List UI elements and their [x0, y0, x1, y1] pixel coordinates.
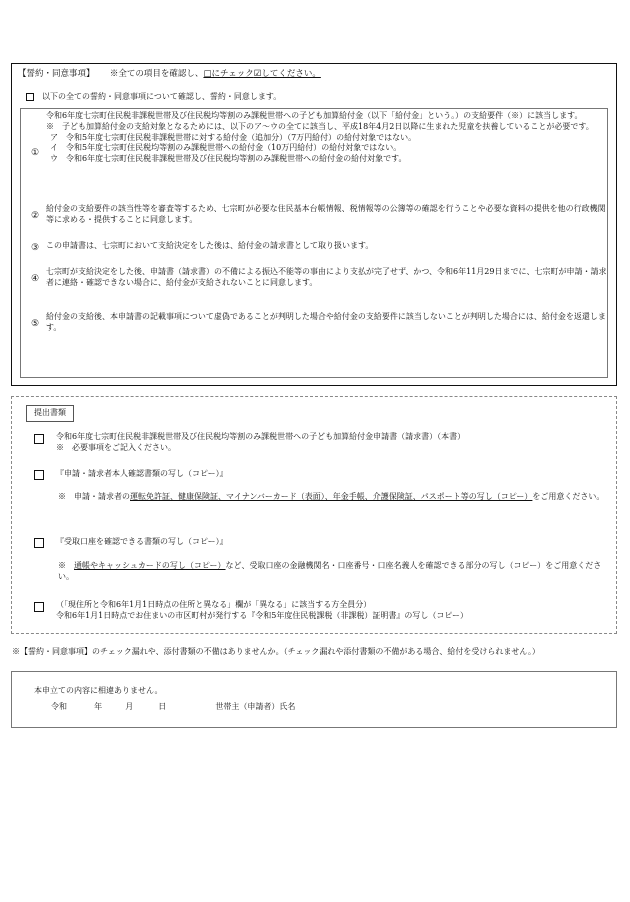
doc-item-4[interactable] — [34, 600, 608, 622]
oath-item-num: ② — [30, 210, 40, 221]
doc-checkbox[interactable] — [34, 434, 44, 444]
doc-note-underlined: 通帳やキャッシュカードの写し（コピー） — [74, 561, 226, 570]
oath-item-5 — [28, 312, 608, 336]
oath-item-3 — [28, 241, 608, 255]
agree-label: 以下の全ての誓約・同意事項について確認し、誓約・同意します。 — [42, 92, 282, 101]
doc-item-3-note — [58, 561, 606, 583]
doc-note-suffix: など、受取口座の金融機関名・口座番号・口座名義人を確認できる部分の写し（コピー）をご用意ください。 — [58, 561, 602, 581]
doc-item-line1: 『受取口座を確認できる書類の写し（コピー）』 — [56, 537, 228, 546]
oath-header-line — [18, 69, 321, 80]
doc-item-1[interactable] — [34, 432, 608, 454]
date-month: 月 — [125, 702, 134, 711]
oath-sub-c: ウ 令和6年度七宗町住民税非課税世帯及び住民税均等割のみ課税世帯への給付金の給付対象です。 — [50, 154, 407, 164]
doc-note-suffix: をご用意ください。 — [532, 492, 605, 501]
agree-checkbox[interactable] — [26, 93, 34, 101]
doc-checkbox[interactable] — [34, 538, 44, 548]
date-year: 年 — [94, 702, 103, 711]
declaration-date-row — [51, 702, 295, 713]
oath-item-text: この申請書は、七宗町において支給決定をした後は、給付金の請求書として取り扱います。 — [46, 241, 374, 250]
date-day: 日 — [158, 702, 167, 711]
declaration-text: 本申立ての内容に相違ありません。 — [34, 686, 163, 695]
oath-header: 【誓約・同意事項】 — [18, 69, 95, 79]
oath-instruction-prefix: ※全ての項目を確認し、 — [109, 69, 204, 79]
signer-label: 世帯主（申請者）氏名 — [215, 702, 296, 711]
doc-item-2[interactable] — [34, 469, 608, 480]
oath-instruction-checked: ☑ — [253, 69, 262, 79]
doc-item-3[interactable] — [34, 537, 608, 548]
doc-checkbox[interactable] — [34, 470, 44, 480]
doc-item-line2: 令和6年1月1日時点でお住まいの市区町村が発行する『令和5年度住民税課税（非課税）証明書』の写し（コピー） — [56, 610, 469, 620]
doc-item-line1: （「現住所と令和6年1月1日時点の住所と異なる」欄が「異なる」に該当する方全員分） — [56, 600, 372, 609]
oath-item-text: 令和6年度七宗町住民税非課税世帯及び住民税均等割のみ課税世帯への子ども加算給付金（以下「給付金」という。）の支給要件（※）に該当します。 — [46, 111, 583, 120]
oath-item-1 — [28, 111, 608, 196]
oath-item-num: ④ — [30, 273, 40, 284]
oath-item-text: 給付金の支給要件の該当性等を審査等するため、七宗町が必要な住民基本台帳情報、税情報等の公簿等の確認を行うことや必要な資料の提供を他の行政機関等に求める・提供することに同意します。 — [46, 204, 606, 224]
oath-instruction-suffix: してください。 — [261, 69, 321, 79]
doc-item-line1: 『申請・請求者本人確認書類の写し（コピー）』 — [56, 469, 228, 478]
oath-item-2 — [28, 204, 608, 228]
declaration-box — [11, 671, 617, 728]
doc-note-prefix: ※ — [58, 561, 74, 570]
doc-note-underlined: 運転免許証、健康保険証、マイナンバーカード（表面）、年金手帳、介護保険証、パスポート等の写し（コピー） — [130, 492, 533, 501]
oath-instruction-middle: にチェック — [211, 69, 254, 79]
docs-title: 提出書類 — [26, 405, 74, 422]
oath-sub-a: ア 令和5年度七宗町住民税非課税世帯に対する給付金（追加分）（7万円給付）の給付対象ではない。 — [50, 132, 417, 142]
oath-sub-b: イ 令和5年度七宗町住民税均等割のみ課税世帯への給付金（10万円給付）の給付対象ではない。 — [50, 143, 402, 153]
doc-item-2-note — [58, 492, 606, 503]
oath-item-num: ① — [30, 148, 40, 159]
oath-item-4 — [28, 267, 608, 291]
oath-item-text: 七宗町が支給決定をした後、申請書（請求書）の不備による振込不能等の事由により支払が完了せず、かつ、令和6年11月29日までに、七宗町が申請・請求者に連絡・確認できない場合に、給付金が支給されないことに同意します。 — [46, 267, 607, 287]
doc-item-line1: 令和6年度七宗町住民税非課税世帯及び住民税均等割のみ課税世帯への子ども加算給付金申請書（請求書）（本書） — [56, 432, 466, 441]
oath-item-text: 給付金の支給後、本申請書の記載事項について虚偽であることが判明した場合や給付金の支給要件に該当しないことが判明した場合には、給付金を返還します。 — [46, 312, 606, 332]
reminder-text: ※【誓約・同意事項】のチェック漏れや、添付書類の不備はありませんか。（チェック漏れや添付書類の不備がある場合、給付を受けられません。） — [12, 647, 540, 656]
doc-item-line2: ※ 必要事項をご記入ください。 — [56, 442, 176, 452]
oath-instruction-box: □ — [203, 69, 212, 79]
doc-note-prefix: ※ 申請・請求者の — [58, 492, 130, 501]
oath-item-note: ※ 子ども加算給付金の支給対象となるためには、以下のア～ウの全てに該当し、平成18年4月2日以降に生まれた児童を扶養していることが必要です。 — [46, 121, 594, 131]
date-era: 令和 — [51, 702, 67, 711]
oath-item-num: ⑤ — [30, 318, 40, 329]
oath-item-num: ③ — [30, 242, 40, 253]
agree-row[interactable] — [26, 92, 281, 103]
doc-checkbox[interactable] — [34, 602, 44, 612]
